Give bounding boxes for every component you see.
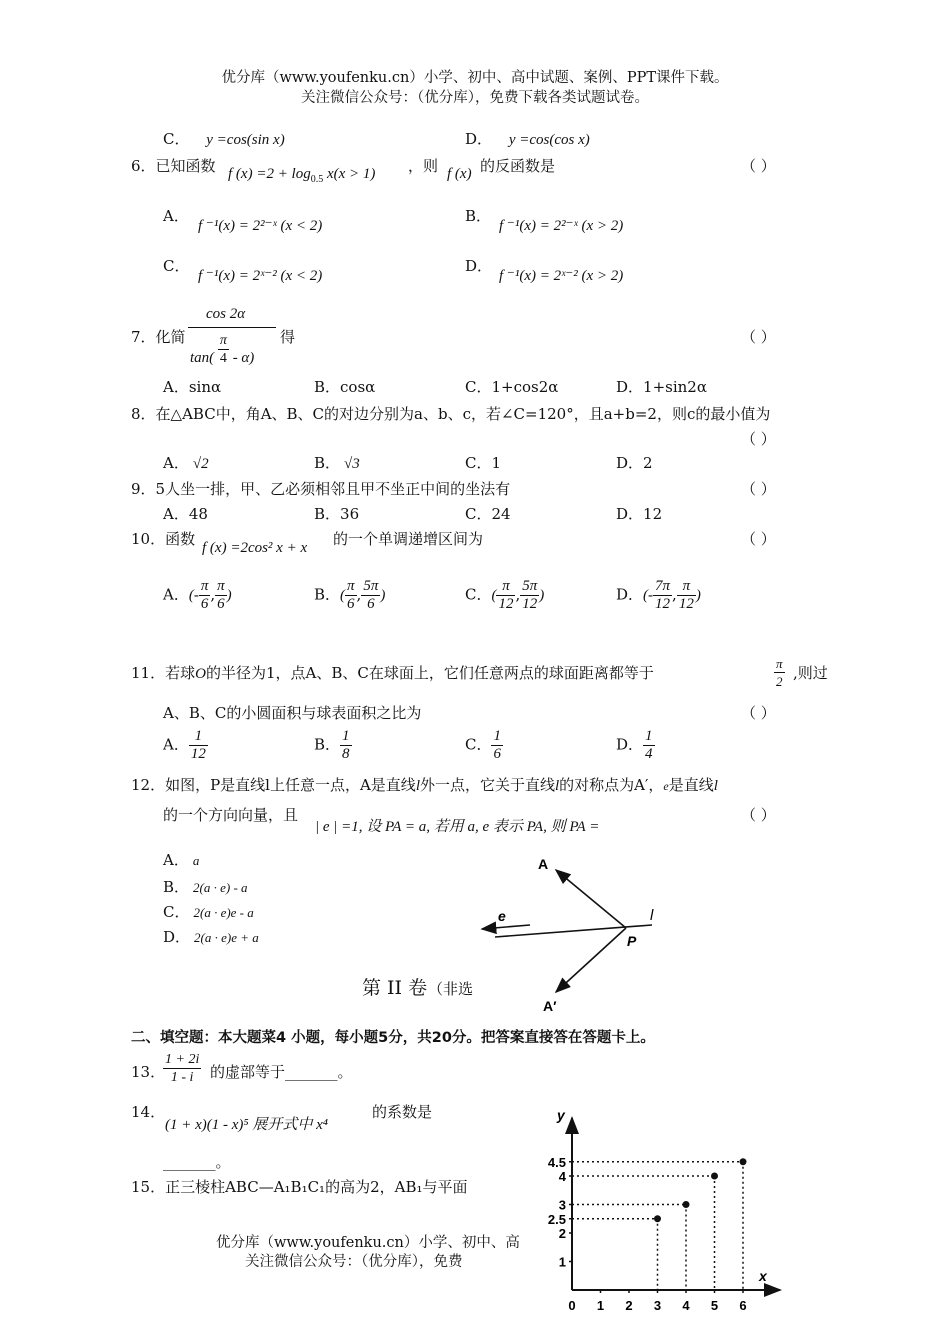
q12-condition: | e | =1, 设 PA = a, 若用 a, e 表示 PA, 则 PA = [315, 819, 600, 835]
q11-option-a: A． $\frac{1}{12}$ [163, 728, 206, 762]
q6-stem: 6．已知函数 [131, 157, 216, 175]
q6-answer-paren: （ ） [741, 157, 776, 175]
q6-expr: f $(x) =2 + \log_{0.5} x(x > 1)$ [228, 166, 376, 185]
data-point [711, 1173, 718, 1180]
x-tick-label: 3 [653, 1298, 662, 1313]
q7-option-b: B．cosα [314, 378, 376, 396]
q7-option-c: C．1+cos2α [465, 378, 559, 396]
q7-answer-paren: （ ） [741, 328, 776, 346]
q6-option-d-label: D． [465, 257, 493, 275]
q9-answer-paren: （ ） [741, 480, 776, 498]
q7-fraction-bar [188, 327, 276, 328]
q8-option-c: C．1 [465, 454, 502, 472]
x-tick-label: 2 [625, 1298, 633, 1313]
x-tick-label: 0 [568, 1298, 576, 1313]
data-point [683, 1201, 690, 1208]
label-a: A [538, 856, 549, 872]
y-tick-label: 1 [558, 1254, 566, 1270]
q13-num: 13． [131, 1063, 166, 1081]
q13-fraction: $\frac{1 + 2i}{1 - i}$ [165, 1052, 200, 1085]
x-tick-label: 5 [710, 1298, 719, 1313]
q9-stem: 9．5人坐一排，甲、乙必须相邻且甲不坐正中间的坐法有 [131, 480, 511, 498]
q6-option-a-label: A． [163, 207, 189, 225]
q7-stem: 7．化简 [131, 328, 186, 346]
q14-num: 14． [131, 1103, 166, 1121]
vector-e [482, 925, 530, 929]
q10-option-b: B．( $\frac{\pi}{6}$ , $\frac{5\pi}{6}$ ) [314, 578, 386, 612]
q11-stem: 11．若球O的半径为1，点A、B、C在球面上，它们任意两点的球面距离都等于 [131, 664, 654, 682]
q12-figure [470, 845, 680, 1020]
coordinate-graph [530, 1100, 790, 1340]
q6-option-c-label: C． [163, 257, 190, 275]
q14-text: 的系数是 [372, 1103, 433, 1121]
q12-option-d: D． 2(a · e)e + a [163, 928, 259, 946]
q10-stem-b: 的一个单调递增区间为 [333, 530, 484, 548]
q13-text: 的虚部等于_______。 [210, 1063, 353, 1081]
q7-option-d: D．1+sin2α [616, 378, 707, 396]
q12-stem-line1: 12．如图，P是直线l上任意一点，A是直线l外一点，它关于直线l的对称点为A′，e是直线l [131, 776, 718, 794]
q10-option-d: D．(- $\frac{7\pi}{12}$ , $\frac{\pi}{12}$ ) [616, 578, 701, 612]
q8-stem: 8．在△ABC中，角A、B、C的对边分别为a、b、c，若∠C=120°，且a+b=2，则c的最小值为 [131, 405, 771, 423]
q6-option-b-expr: f ⁻¹(x) = 2²⁻ˣ (x > 2) [499, 218, 624, 234]
q6-stem-b: ，则 [408, 157, 439, 175]
part2-subtitle: （非选 [428, 980, 474, 998]
q7-numerator: cos 2α [206, 306, 246, 322]
q8-option-b: B． √3 [314, 454, 360, 472]
q6-option-c-expr: f ⁻¹(x) = 2ˣ⁻² (x < 2) [198, 268, 323, 284]
q7-denominator: tan( $\frac{\pi}{4}$ - α) [190, 333, 255, 366]
q12-option-a: A． a [163, 851, 200, 869]
q10-option-c: C．( $\frac{\pi}{12}$ , $\frac{5\pi}{12}$ ) [465, 578, 545, 612]
q11-stem-c: ,则过 [793, 664, 828, 682]
label-a-prime: A′ [543, 998, 557, 1014]
q9-option-b: B．36 [314, 505, 360, 523]
q6-fx: f (x) [447, 166, 472, 182]
q11-stem-d: A、B、C的小圆面积与球表面积之比为 [163, 704, 422, 722]
section2-heading: 二、填空题：本大题菜4 小题，每小题5分，共20分。把答案直接答在答题卡上。 [131, 1030, 655, 1046]
q11-answer-paren: （ ） [741, 704, 776, 722]
q11-pi-over-2: $\frac{\pi}{2}$ [776, 656, 783, 689]
footer-line-2: 关注微信公众号：（优分库），免费 [245, 1254, 463, 1270]
q5-option-d: D． y =cos(cos x) [465, 130, 590, 148]
q7-stem-end: 得 [280, 328, 296, 346]
q5-option-c: C． y =cos(sin x) [163, 130, 285, 148]
y-tick-label: 4 [558, 1169, 566, 1184]
vector-pa [556, 870, 626, 928]
q6-option-b-label: B． [465, 207, 492, 225]
vector-pa-prime [556, 928, 626, 992]
q9-option-d: D．12 [616, 505, 663, 523]
y-tick-label: 3 [558, 1197, 566, 1213]
q15-text: 15．正三棱柱ABC—A₁B₁C₁的高为2，AB₁与平面 [131, 1178, 468, 1196]
q10-expr: f (x) =2cos² x + x [202, 540, 308, 556]
q12-stem-line2: 的一个方向向量，且 [163, 806, 299, 824]
data-point [654, 1215, 661, 1222]
header-line-2: 关注微信公众号：（优分库），免费下载各类试题试卷。 [301, 90, 649, 106]
label-p: P [627, 933, 637, 949]
y-tick-label: 4.5 [547, 1154, 566, 1170]
footer-line-1: 优分库（www.youfenku.cn）小学、初中、高 [216, 1235, 520, 1251]
q8-option-a: A． √2 [163, 454, 209, 472]
q9-option-a: A．48 [163, 505, 208, 523]
q10-option-a: A．(- $\frac{\pi}{6}$ , $\frac{\pi}{6}$ ) [163, 578, 232, 612]
x-axis-label: x [759, 1268, 767, 1284]
q6-option-a-expr: f ⁻¹(x) = 2²⁻ˣ (x < 2) [198, 218, 323, 234]
q6-option-d-expr: f ⁻¹(x) = 2ˣ⁻² (x > 2) [499, 268, 624, 284]
q8-answer-paren: （ ） [741, 430, 776, 448]
y-tick-label: 2.5 [547, 1211, 566, 1227]
x-tick-label: 6 [739, 1298, 747, 1313]
q12-answer-paren: （ ） [741, 806, 776, 824]
q6-stem-c: 的反函数是 [480, 157, 556, 175]
q11-option-c: C． $\frac{1}{6}$ [465, 728, 501, 762]
y-axis-label: y [557, 1107, 565, 1123]
q12-option-c: C． 2(a · e)e - a [163, 903, 254, 921]
x-tick-label: 1 [596, 1298, 605, 1313]
q8-option-d: D．2 [616, 454, 653, 472]
part2-title: 第 II 卷 [362, 977, 428, 999]
q14-blank: _______。 [163, 1153, 231, 1171]
q10-stem: 10．函数 [131, 530, 196, 548]
q9-option-c: C．24 [465, 505, 511, 523]
q12-option-b: B． 2(a · e) - a [163, 878, 248, 896]
label-e: e [498, 908, 506, 924]
data-point [740, 1158, 747, 1165]
q10-answer-paren: （ ） [741, 530, 776, 548]
q14-expr: (1 + x)(1 - x)⁵ 展开式中 x⁴ [165, 1117, 329, 1133]
x-tick-label: 4 [682, 1298, 690, 1313]
header-line-1: 优分库（www.youfenku.cn）小学、初中、高中试题、案例、PPT课件下载。 [221, 70, 729, 86]
q11-option-b: B． $\frac{1}{8}$ [314, 728, 350, 762]
label-l: l [650, 907, 654, 924]
q7-option-a: A．sinα [163, 378, 222, 396]
q11-option-d: D． $\frac{1}{4}$ [616, 728, 653, 762]
y-tick-label: 2 [558, 1226, 566, 1241]
